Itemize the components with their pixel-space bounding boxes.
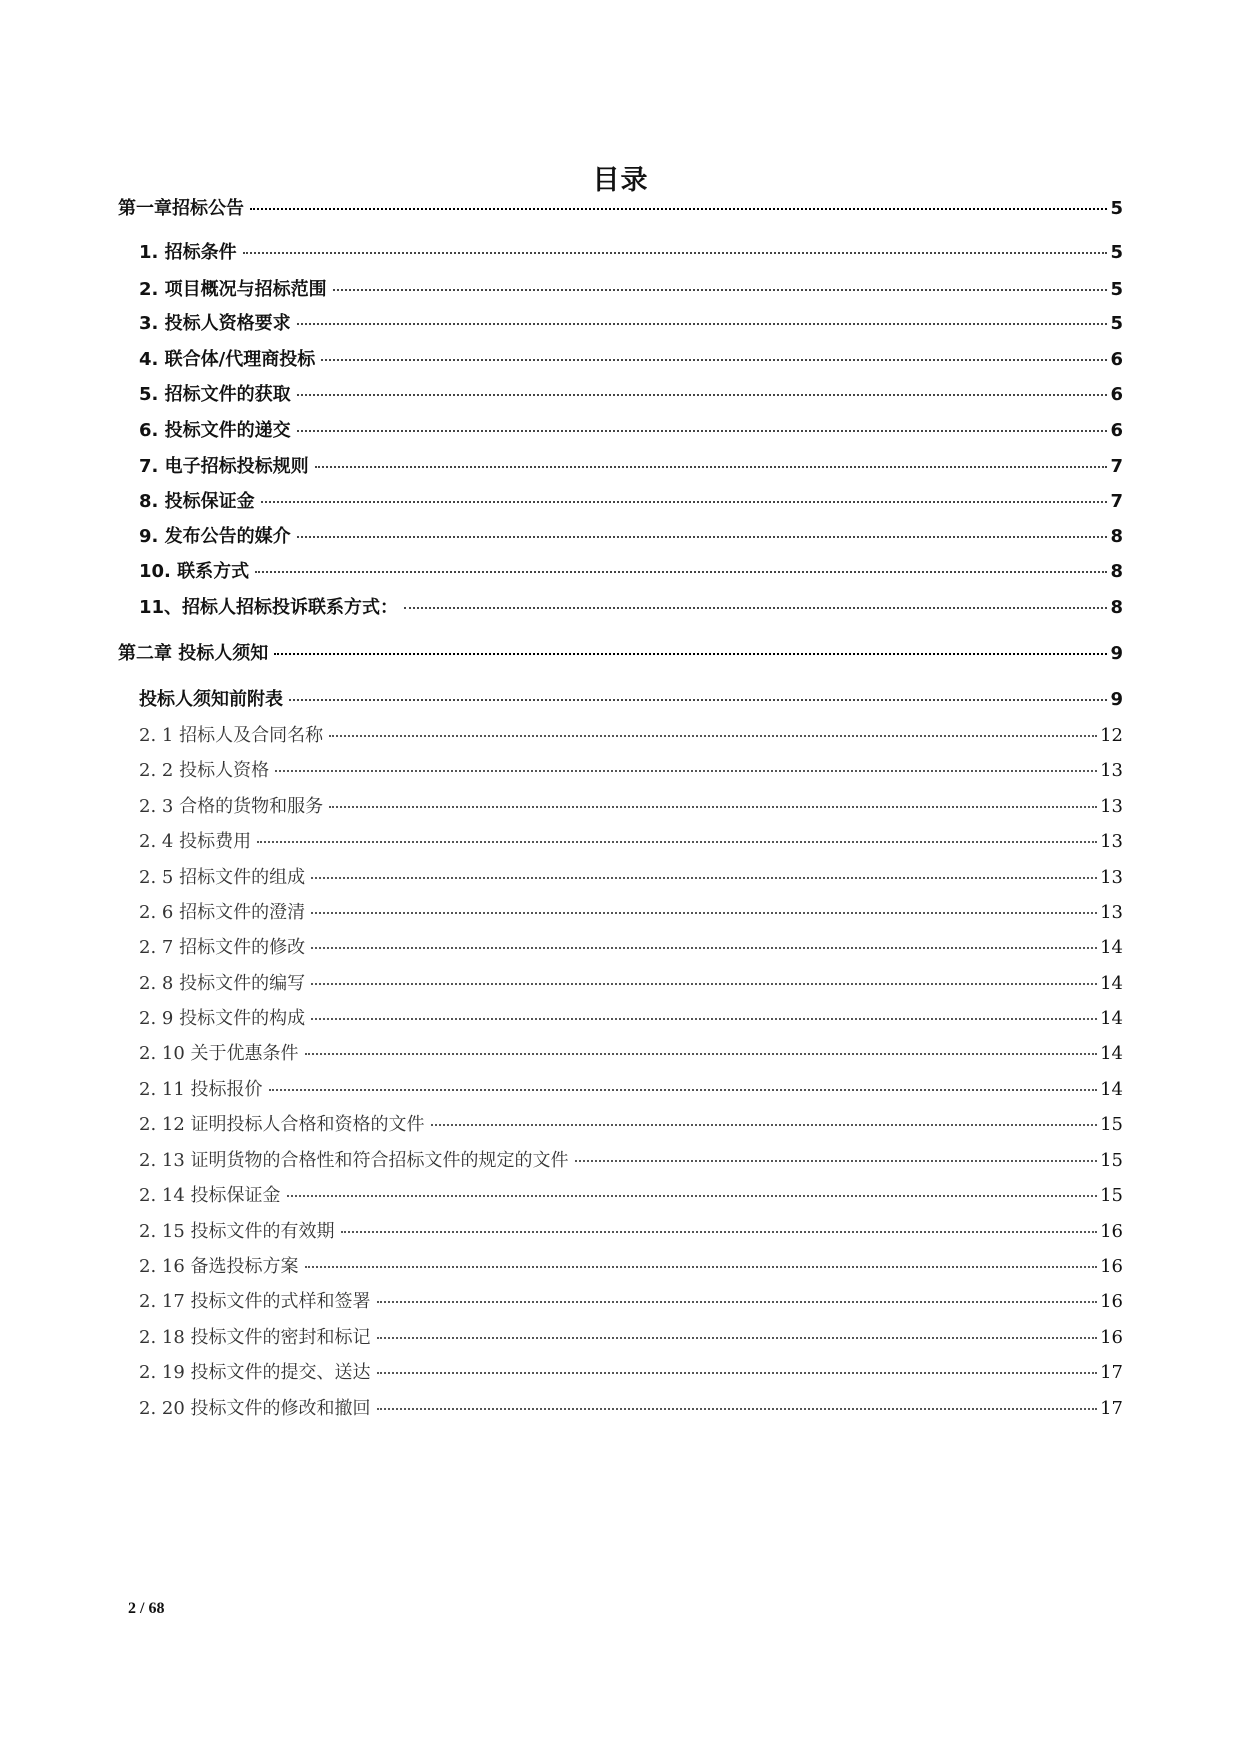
toc-entry-label: 6. 投标文件的递交	[139, 420, 291, 441]
toc-entry-label: 7. 电子招标投标规则	[139, 456, 309, 477]
toc-entry-label: 2. 1 招标人及合同名称	[139, 725, 324, 746]
dot-leader	[311, 947, 1097, 949]
toc-entry-label: 3. 投标人资格要求	[139, 313, 291, 334]
toc-entry-page-number: 15	[1100, 1114, 1123, 1135]
toc-entry[interactable]	[139, 792, 1123, 818]
dot-leader	[333, 289, 1108, 291]
toc-entry-label: 2. 10 关于优惠条件	[139, 1043, 299, 1064]
toc-entry-label: 5. 招标文件的获取	[139, 384, 291, 405]
dot-leader	[377, 1337, 1098, 1339]
page-number-footer: 2 / 68	[128, 1600, 165, 1617]
dot-leader	[305, 1266, 1098, 1268]
toc-entry[interactable]	[139, 898, 1123, 924]
dot-leader	[269, 1089, 1098, 1091]
toc-entry[interactable]	[139, 1146, 1123, 1172]
toc-entry-page-number: 13	[1100, 831, 1123, 852]
toc-entry-page-number: 6	[1110, 349, 1123, 370]
toc-entry[interactable]	[139, 309, 1123, 335]
dot-leader	[377, 1372, 1098, 1374]
toc-entry[interactable]	[139, 1039, 1123, 1065]
toc-chapter-entry[interactable]	[118, 194, 1123, 220]
toc-entry[interactable]	[139, 380, 1123, 406]
toc-entry-page-number: 14	[1100, 1008, 1123, 1029]
toc-entry-page-number: 13	[1100, 902, 1123, 923]
toc-entry[interactable]	[139, 522, 1123, 548]
toc-entry-label: 2. 3 合格的货物和服务	[139, 796, 324, 817]
dot-leader	[255, 571, 1107, 573]
dot-leader	[404, 607, 1107, 609]
dot-leader	[311, 1018, 1097, 1020]
toc-entry[interactable]	[139, 1394, 1123, 1420]
dot-leader	[321, 359, 1107, 361]
toc-entry-label: 9. 发布公告的媒介	[139, 526, 291, 547]
dot-leader	[377, 1408, 1098, 1410]
toc-entry-page-number: 5	[1110, 313, 1123, 334]
toc-entry-page-number: 8	[1110, 526, 1123, 547]
toc-entry-page-number: 13	[1100, 867, 1123, 888]
toc-entry-page-number: 14	[1100, 1043, 1123, 1064]
toc-entry-label: 2. 19 投标文件的提交、送达	[139, 1362, 371, 1383]
toc-entry-label: 2. 4 投标费用	[139, 831, 252, 852]
dot-leader	[297, 394, 1108, 396]
toc-entry-page-number: 6	[1110, 384, 1123, 405]
toc-entry-label: 11、招标人招标投诉联系方式：	[139, 597, 399, 618]
toc-entry-label: 4. 联合体/代理商投标	[139, 349, 316, 370]
toc-entry[interactable]	[139, 863, 1123, 889]
toc-entry-page-number: 9	[1110, 689, 1123, 710]
dot-leader	[257, 841, 1097, 843]
toc-entry-page-number: 14	[1100, 1079, 1123, 1100]
toc-entry-page-number: 16	[1100, 1327, 1123, 1348]
toc-entry-page-number: 5	[1110, 242, 1123, 263]
toc-entry[interactable]	[139, 416, 1123, 442]
toc-entry-page-number: 16	[1100, 1256, 1123, 1277]
dot-leader	[341, 1231, 1098, 1233]
dot-leader	[311, 877, 1097, 879]
toc-entry-page-number: 13	[1100, 760, 1123, 781]
toc-entry-label: 1. 招标条件	[139, 242, 237, 263]
toc-entry-label: 2. 2 投标人资格	[139, 760, 270, 781]
toc-entry[interactable]	[139, 1110, 1123, 1136]
toc-entry-page-number: 15	[1100, 1185, 1123, 1206]
toc-entry-label: 2. 17 投标文件的式样和签署	[139, 1291, 371, 1312]
toc-entry[interactable]	[139, 238, 1123, 264]
dot-leader	[305, 1053, 1098, 1055]
toc-entry-label: 8. 投标保证金	[139, 491, 255, 512]
toc-entry[interactable]	[139, 1323, 1123, 1349]
toc-entry[interactable]	[139, 756, 1123, 782]
toc-entry-label: 2. 13 证明货物的合格性和符合招标文件的规定的文件	[139, 1150, 569, 1171]
toc-entry-page-number: 17	[1100, 1362, 1123, 1383]
toc-entry-page-number: 14	[1100, 973, 1123, 994]
dot-leader	[297, 430, 1108, 432]
toc-entry-label: 2. 20 投标文件的修改和撤回	[139, 1398, 371, 1419]
toc-entry-page-number: 15	[1100, 1150, 1123, 1171]
dot-leader	[297, 536, 1108, 538]
toc-entry-label: 2. 项目概况与招标范围	[139, 279, 327, 300]
toc-entry[interactable]	[139, 345, 1123, 371]
dot-leader	[329, 735, 1097, 737]
toc-entry-label: 2. 18 投标文件的密封和标记	[139, 1327, 371, 1348]
toc-entry[interactable]	[139, 452, 1123, 478]
toc-entry[interactable]	[139, 1252, 1123, 1278]
toc-entry-label: 投标人须知前附表	[139, 689, 283, 710]
toc-entry-page-number: 5	[1110, 198, 1123, 219]
toc-entry-page-number: 8	[1110, 561, 1123, 582]
toc-entry-page-number: 16	[1100, 1291, 1123, 1312]
toc-chapter-entry[interactable]	[118, 639, 1123, 665]
dot-leader	[315, 466, 1108, 468]
toc-entry-page-number: 16	[1100, 1221, 1123, 1242]
toc-entry-label: 2. 12 证明投标人合格和资格的文件	[139, 1114, 425, 1135]
toc-entry-label: 2. 5 招标文件的组成	[139, 867, 306, 888]
toc-entry-label: 2. 11 投标报价	[139, 1079, 263, 1100]
toc-entry-label: 2. 16 备选投标方案	[139, 1256, 299, 1277]
dot-leader	[289, 699, 1107, 701]
dot-leader	[329, 806, 1097, 808]
toc-entry-page-number: 8	[1110, 597, 1123, 618]
toc-entry[interactable]	[139, 1075, 1123, 1101]
toc-entry[interactable]	[139, 1181, 1123, 1207]
dot-leader	[311, 912, 1097, 914]
toc-entry[interactable]	[139, 593, 1123, 619]
toc-entry[interactable]	[139, 721, 1123, 747]
toc-entry[interactable]	[139, 275, 1123, 301]
dot-leader	[287, 1195, 1098, 1197]
toc-entry-label: 2. 14 投标保证金	[139, 1185, 281, 1206]
toc-entry-label: 2. 7 招标文件的修改	[139, 937, 306, 958]
toc-entry[interactable]	[139, 969, 1123, 995]
dot-leader	[275, 770, 1097, 772]
toc-entry[interactable]	[139, 1004, 1123, 1030]
toc-entry-page-number: 5	[1110, 279, 1123, 300]
toc-entry-page-number: 14	[1100, 937, 1123, 958]
toc-entry-label: 10. 联系方式	[139, 561, 250, 582]
toc-entry[interactable]	[139, 933, 1123, 959]
toc-entry[interactable]	[139, 1358, 1123, 1384]
toc-entry-page-number: 12	[1100, 725, 1123, 746]
dot-leader	[261, 501, 1108, 503]
toc-entry[interactable]	[139, 685, 1123, 711]
toc-entry[interactable]	[139, 557, 1123, 583]
toc-entry-label: 2. 15 投标文件的有效期	[139, 1221, 335, 1242]
dot-leader	[311, 983, 1097, 985]
toc-entry-label: 2. 6 招标文件的澄清	[139, 902, 306, 923]
toc-entry[interactable]	[139, 827, 1123, 853]
toc-entry-page-number: 6	[1110, 420, 1123, 441]
dot-leader	[243, 252, 1108, 254]
toc-entry-page-number: 7	[1110, 491, 1123, 512]
toc-entry-page-number: 17	[1100, 1398, 1123, 1419]
toc-entry-label: 2. 8 投标文件的编写	[139, 973, 306, 994]
dot-leader	[377, 1301, 1098, 1303]
dot-leader	[297, 323, 1108, 325]
toc-title: 目录	[592, 165, 649, 196]
dot-leader	[274, 653, 1107, 655]
toc-entry-label: 第一章招标公告	[118, 198, 244, 219]
dot-leader	[431, 1124, 1098, 1126]
toc-entry-page-number: 9	[1110, 643, 1123, 664]
toc-entry-label: 2. 9 投标文件的构成	[139, 1008, 306, 1029]
toc-entry[interactable]	[139, 1217, 1123, 1243]
dot-leader	[250, 208, 1107, 210]
toc-entry[interactable]	[139, 1287, 1123, 1313]
dot-leader	[575, 1160, 1098, 1162]
toc-entry-label: 第二章 投标人须知	[118, 643, 269, 664]
toc-entry[interactable]	[139, 487, 1123, 513]
toc-entry-page-number: 7	[1110, 456, 1123, 477]
toc-entry-page-number: 13	[1100, 796, 1123, 817]
